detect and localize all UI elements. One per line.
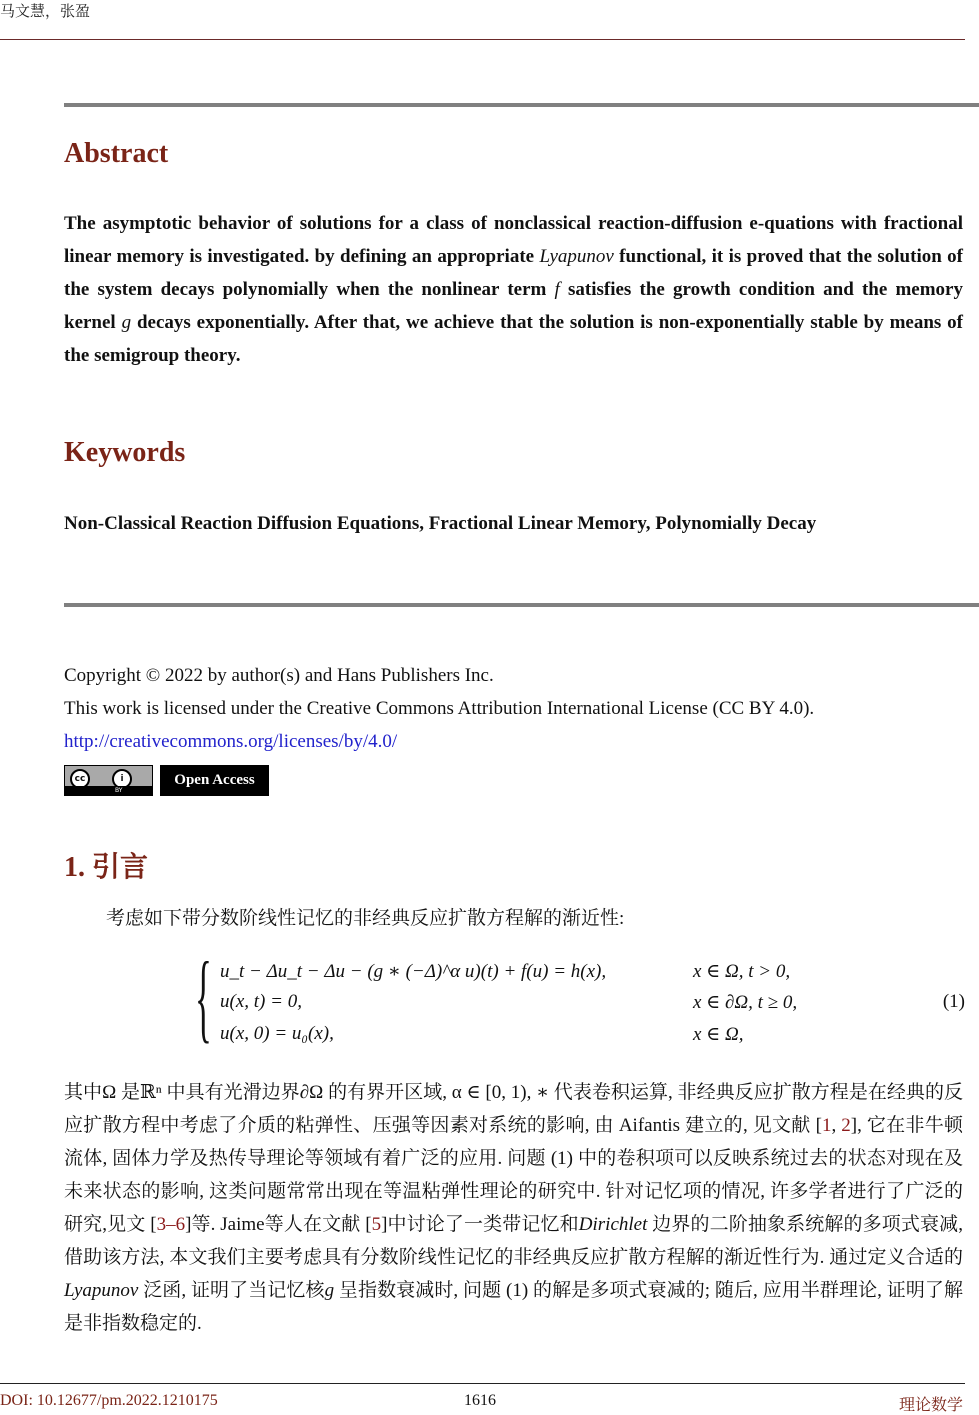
- citation-link[interactable]: 5: [371, 1214, 382, 1235]
- journal-name: 理论数学: [898, 1397, 963, 1414]
- keywords-heading: Keywords: [64, 437, 186, 468]
- abstract-text-part: decays exponentially. After that, we achieve that the solution is non-exponentially stable by means of the semigroup theory.: [64, 312, 963, 366]
- cc-badge-bar: [65, 786, 152, 795]
- abstract-text-part: functional, it is proved that the solution of the system decays polynomially when the nonlinear term: [64, 246, 963, 300]
- body-text: 其中Ω 是ℝⁿ 中具有光滑边界∂Ω 的有界开区域, α ∈ [0, 1), ∗ 代表卷积运算, 非经典反应扩散方程是在经典的反应扩散方程中考虑了介质的粘弹性、压强等因素对系统的影响, 由 Aifantis 建立的, 见文献 [: [64, 1082, 963, 1136]
- body-text: ,: [831, 1115, 842, 1136]
- abstract-top-rule: [64, 103, 979, 107]
- page-number: 1616: [464, 1392, 496, 1409]
- open-access-badge[interactable]: Open Access: [160, 765, 269, 796]
- section-intro: 考虑如下带分数阶线性记忆的非经典反应扩散方程解的渐近性:: [106, 908, 625, 929]
- body-text: ], 它在非牛顿流体, 固体力学及热传导理论等领域有着广泛的应用. 问题 (1) 中的卷积项可以反映系统过去的状态对现在及未来状态的影响, 这类问题常常出现在等温粘弹性理论的研究中. 针对记忆项的情况, 许多学者进行了广泛的研究,见文 [: [64, 1115, 964, 1235]
- abstract-text-part: The asymptotic behavior of solutions for a class of nonclassical reaction-diffusion e-quations with fractional linear memory is investigated. by defining an appropriate: [64, 213, 963, 267]
- abstract-heading: Abstract: [64, 138, 169, 169]
- citation-link[interactable]: 3–6: [156, 1214, 186, 1235]
- abstract-lyapunov: Lyapunov: [539, 246, 614, 267]
- equation-1: [195, 941, 965, 1055]
- body-text: ]中讨论了一类带记忆和: [381, 1214, 579, 1235]
- body-text: 边界的二阶抽象系统解的多项式衰减, 借助该方法, 本文我们主要考虑具有分数阶线性记忆的非经典反应扩散方程解的渐近性行为. 通过定义合适的: [64, 1214, 963, 1268]
- attribution-icon: i: [112, 769, 132, 789]
- citation-link[interactable]: 2: [841, 1115, 851, 1136]
- equation-number: (1): [942, 991, 965, 1012]
- license-line: This work is licensed under the Creative Commons Attribution International License (CC BY 4.0).: [64, 698, 815, 719]
- running-head: 马文慧，张盈: [0, 4, 91, 20]
- body-text: 泛函, 证明了当记忆核: [138, 1280, 325, 1301]
- body-text: ]等. Jaime等人在文献 [: [185, 1214, 372, 1235]
- lyapunov-term: Lyapunov: [64, 1280, 139, 1301]
- equation-row: u(x, 0) = u₀(x),: [220, 1023, 334, 1044]
- abstract-f: f: [554, 279, 560, 300]
- cc-by-badge[interactable]: [64, 765, 153, 796]
- section-body: [64, 1076, 963, 1340]
- keywords-text: Non-Classical Reaction Diffusion Equations, Fractional Linear Memory, Polynomially Decay: [64, 513, 817, 534]
- footer-rule: [0, 1383, 965, 1384]
- left-brace: {: [195, 941, 212, 1052]
- citation-link[interactable]: 1: [821, 1115, 832, 1136]
- equation-row: u_t − Δu_t − Δu − (g ∗ (−Δ)^α u)(t) + f(u) = h(x),: [220, 961, 607, 982]
- header-rule: [0, 39, 965, 40]
- body-text: 呈指数衰减时, 问题 (1) 的解是多项式衰减的; 随后, 应用半群理论, 证明了解是非指数稳定的.: [64, 1280, 963, 1334]
- kernel-g: g: [324, 1280, 335, 1301]
- equation-condition: x ∈ ∂Ω, t ≥ 0,: [693, 992, 798, 1013]
- abstract-text: [64, 207, 963, 372]
- cc-icon: cc: [70, 769, 90, 789]
- copyright-line: Copyright © 2022 by author(s) and Hans Publishers Inc.: [64, 665, 494, 686]
- keywords-bottom-rule: [64, 603, 979, 607]
- license-link[interactable]: http://creativecommons.org/licenses/by/4.0/: [64, 731, 398, 752]
- section-heading: 1. 引言: [64, 852, 149, 883]
- abstract-g: g: [121, 312, 132, 333]
- equation-condition: x ∈ Ω,: [693, 1024, 744, 1045]
- dirichlet-term: Dirichlet: [578, 1214, 648, 1235]
- equation-condition: x ∈ Ω, t > 0,: [693, 961, 791, 982]
- by-label: BY: [115, 787, 123, 794]
- equation-row: u(x, t) = 0,: [220, 991, 302, 1012]
- abstract-text-part: satisfies the growth condition and the memory kernel: [64, 279, 963, 333]
- footer-doi[interactable]: DOI: 10.12677/pm.2022.1210175: [0, 1392, 218, 1409]
